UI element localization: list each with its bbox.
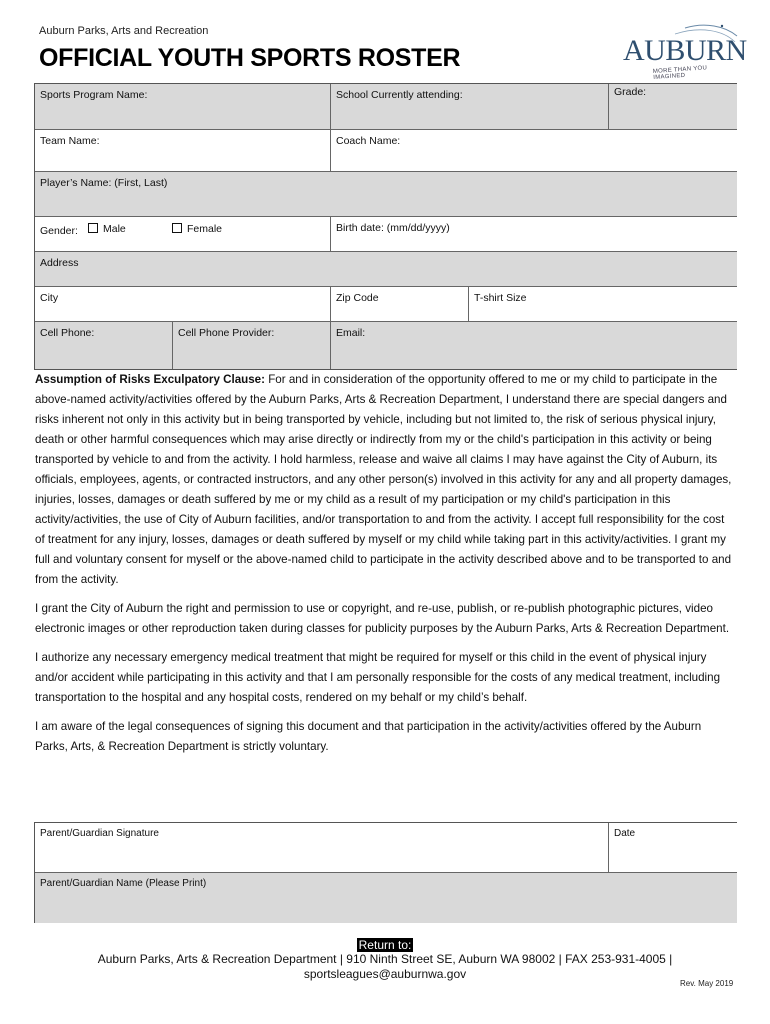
player-name-field[interactable] <box>35 172 737 217</box>
cell-provider-label: Cell Phone Provider: <box>178 327 275 339</box>
address-label: Address <box>40 257 79 269</box>
email-label: Email: <box>336 327 366 339</box>
player-info-form <box>34 83 737 370</box>
footer-address <box>0 952 770 982</box>
waiver-paragraph-media: I grant the City of Auburn the right and permission to use or copyright, and re-use, publish, or re-publish photographic pictures, video electronic images or other reproduction taken during classes for publicity purposes by the Auburn Parks, Arts & Recreation Department. <box>35 602 730 635</box>
waiver-risks-text: For and in consideration of the opportunity offered to me or my child to participate in the above-named activity/activities offered by the Auburn Parks, Arts & Recreation Department, I understand there are special dangers and risks inherent not only in this activity but in being transported by vehicle, including but not limited to, the risk of serious physical injury, death or other harmful consequences which may arise directly or indirectly from my or the child's participation in this activity or being transported by vehicle to and from the activity. I hold harmless, release and waive all claims I may have against the City of Auburn, its officials, employees, agents, or contracted instructors, and any other person(s) involved in this activity for any and all property damages, injuries, losses, damages or death suffered by me or my child as a result of my participation or my child's participation in this activity/activities, the use of City of Auburn facilities, and/or transportation to and from the activity. I accept full responsibility for the cost of treatment for any injury, losses, damages or death suffered by myself or my child while taking part in this activity/activities. I grant my full and voluntary consent for myself or the above-named child to participate in the activity described above and to be transported to and from the activity. <box>35 373 732 586</box>
auburn-logo <box>615 22 747 82</box>
grade-field[interactable] <box>609 84 737 130</box>
tshirt-size-label: T-shirt Size <box>474 292 527 304</box>
male-label: Male <box>103 223 126 235</box>
grade-label: Grade: <box>614 86 647 98</box>
revision-date: Rev. May 2019 <box>680 979 734 988</box>
parent-signature-field[interactable] <box>35 823 609 873</box>
cell-phone-label: Cell Phone: <box>40 327 95 339</box>
page-title: OFFICIAL YOUTH SPORTS ROSTER <box>39 44 461 72</box>
birth-date-label: Birth date: (mm/dd/yyyy) <box>336 222 450 234</box>
email-field[interactable] <box>331 322 737 369</box>
parent-name-label: Parent/Guardian Name (Please Print) <box>40 878 207 889</box>
team-name-label: Team Name: <box>40 135 100 147</box>
team-name-field[interactable] <box>35 130 331 172</box>
city-label: City <box>40 292 59 304</box>
birth-date-field[interactable] <box>331 217 737 252</box>
female-label: Female <box>187 223 223 235</box>
footer-email: sportsleagues@auburnwa.gov <box>303 967 467 981</box>
gender-label: Gender: <box>40 225 78 237</box>
female-checkbox[interactable] <box>172 223 182 233</box>
coach-name-label: Coach Name: <box>336 135 401 147</box>
tshirt-size-field[interactable] <box>469 287 737 322</box>
parent-name-field[interactable] <box>35 873 737 923</box>
return-to-text: Return to: <box>358 938 412 952</box>
sports-program-field[interactable] <box>35 84 331 130</box>
parent-signature-label: Parent/Guardian Signature <box>40 828 159 839</box>
footer-address-line: Auburn Parks, Arts & Recreation Department | 910 Ninth Street SE, Auburn WA 98002 | FAX 253-931-4005 | <box>97 952 673 966</box>
school-label: School Currently attending: <box>336 89 463 101</box>
address-field[interactable] <box>35 252 737 287</box>
sports-program-label: Sports Program Name: <box>40 89 148 101</box>
waiver-paragraph-voluntary: I am aware of the legal consequences of signing this document and that participation in the activity/activities offered by the Auburn Parks, Arts, & Recreation Department is strictly voluntary. <box>35 720 702 753</box>
cell-phone-field[interactable] <box>35 322 173 369</box>
school-field[interactable] <box>331 84 609 130</box>
zip-code-field[interactable] <box>331 287 469 322</box>
zip-code-label: Zip Code <box>336 292 379 304</box>
male-checkbox[interactable] <box>88 223 98 233</box>
signature-form <box>34 822 737 923</box>
waiver-text <box>35 370 735 766</box>
male-option[interactable] <box>88 223 126 235</box>
waiver-paragraph-risks <box>35 370 735 590</box>
female-option[interactable] <box>172 223 222 235</box>
waiver-heading: Assumption of Risks Exculpatory Clause: <box>35 373 265 386</box>
cell-provider-field[interactable] <box>173 322 331 369</box>
logo-tagline: MORE THAN YOU IMAGINED <box>652 65 708 82</box>
waiver-paragraph-medical: I authorize any necessary emergency medical treatment that might be required for myself or this child in the event of physical injury and/or accident while participating in this activity and that I am personally responsible for the costs of any medical treatment, including transportation to the hospital and any hospital costs, rendered on my behalf or my child’s behalf. <box>35 651 721 704</box>
city-field[interactable] <box>35 287 331 322</box>
return-to-label <box>0 938 770 952</box>
date-label: Date <box>614 828 636 839</box>
department-name: Auburn Parks, Arts and Recreation <box>39 25 209 37</box>
logo-wordmark: AUBURN <box>623 34 747 67</box>
gender-field <box>35 217 331 252</box>
date-field[interactable] <box>609 823 737 873</box>
player-name-label: Player’s Name: (First, Last) <box>40 177 168 189</box>
coach-name-field[interactable] <box>331 130 737 172</box>
